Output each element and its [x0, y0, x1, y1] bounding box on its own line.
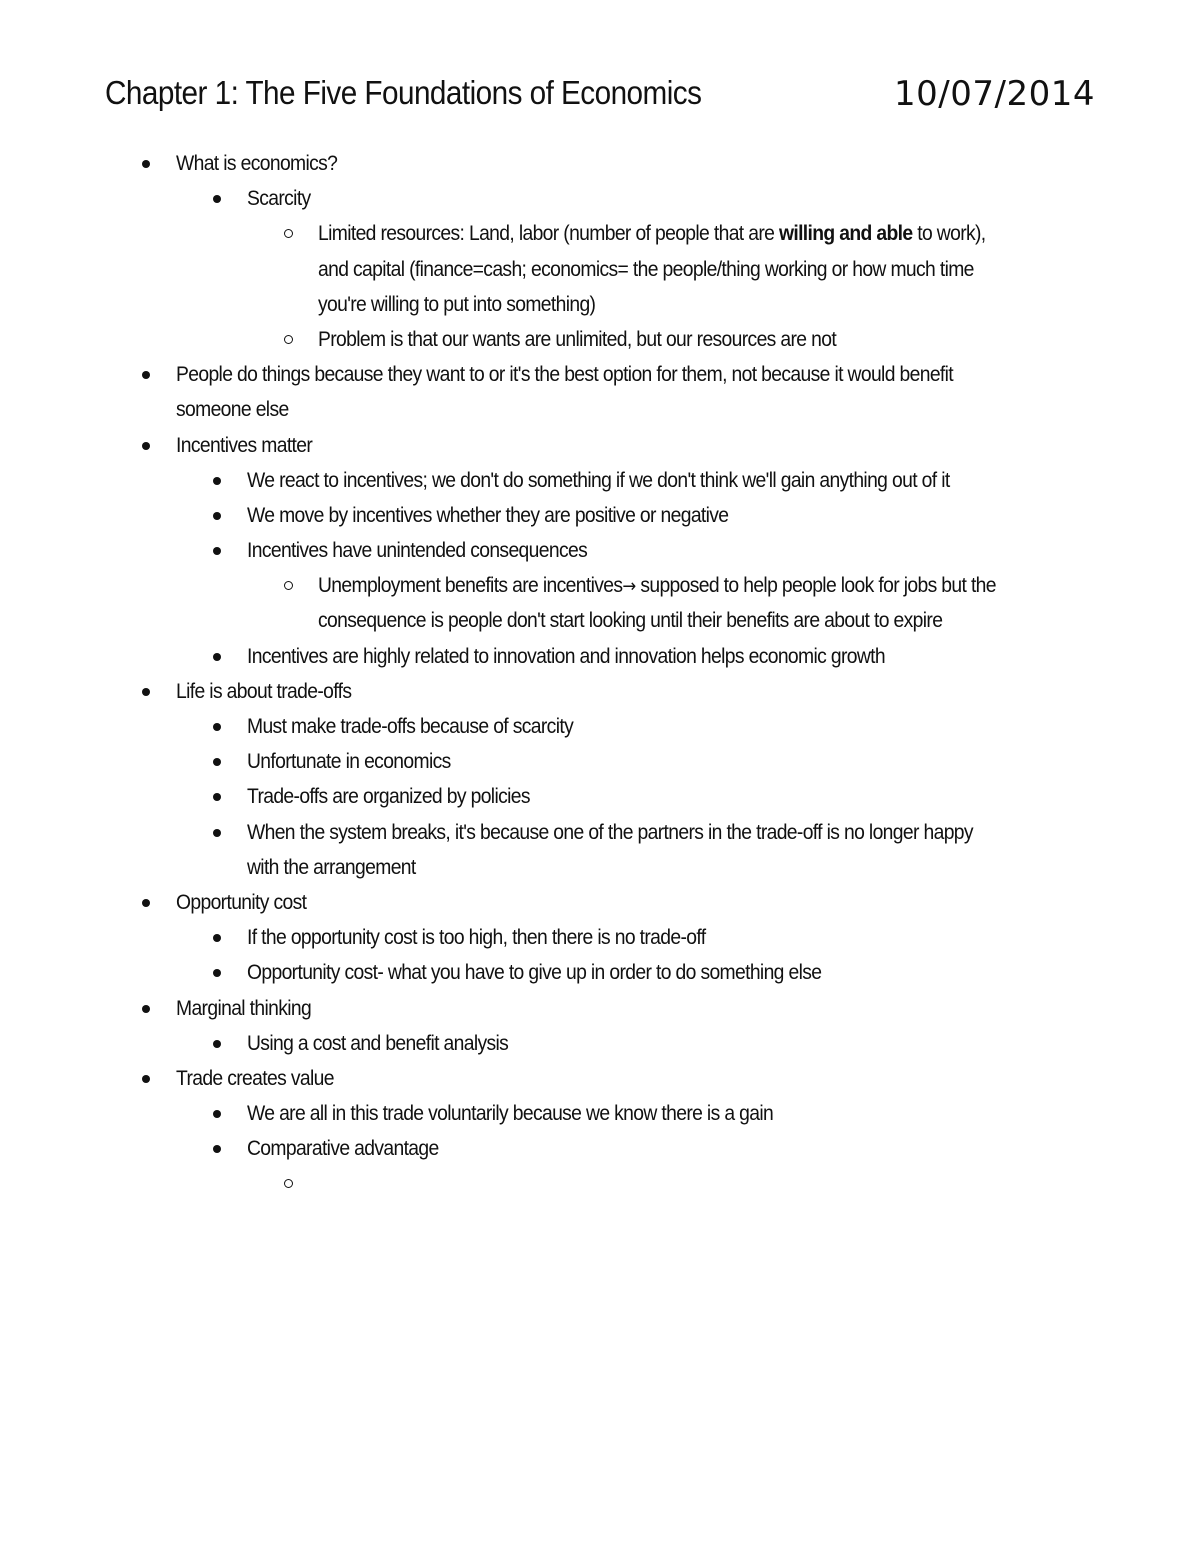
list-item-continuation: with the arrangement: [247, 855, 416, 879]
list-item-continuation: consequence is people don't start looking until their benefits are about to expire: [318, 609, 943, 633]
document-header: [105, 74, 1095, 118]
bullet-icon: [213, 758, 221, 766]
list-item: Incentives are highly related to innovation and innovation helps economic growth: [0, 639, 1200, 674]
emphasis-text: willing and able: [778, 222, 913, 246]
list-item: Unemployment benefits are incentives→ supposed to help people look for jobs but the: [0, 568, 1200, 603]
bullet-icon: [142, 371, 150, 379]
bullet-icon: [142, 442, 150, 450]
hollow-bullet-icon: [284, 1179, 293, 1188]
list-item: Incentives have unintended consequences: [0, 533, 1200, 568]
list-item: If the opportunity cost is too high, then there is no trade-off: [0, 920, 1200, 955]
bullet-icon: [213, 934, 221, 942]
bullet-icon: [213, 793, 221, 801]
notes-list: [0, 146, 1200, 1202]
list-item: Incentives matter: [0, 428, 1200, 463]
bullet-icon: [213, 653, 221, 661]
list-item: Scarcity: [0, 181, 1200, 216]
list-item-continuation: and capital (finance=cash; economics= the people/thing working or how much time: [318, 257, 974, 281]
hollow-bullet-icon: [284, 335, 293, 344]
bullet-icon: [213, 829, 221, 837]
list-item: Using a cost and benefit analysis: [0, 1026, 1200, 1061]
bullet-icon: [142, 160, 150, 168]
hollow-bullet-icon: [284, 229, 293, 238]
list-item: What is economics?: [0, 146, 1200, 181]
bullet-icon: [213, 195, 221, 203]
bullet-icon: [142, 1005, 150, 1013]
list-item: Marginal thinking: [0, 991, 1200, 1026]
list-item: Trade-offs are organized by policies: [0, 779, 1200, 814]
list-item: Opportunity cost- what you have to give up in order to do something else: [0, 955, 1200, 990]
document-title: Chapter 1: The Five Foundations of Economics: [105, 74, 702, 111]
bullet-icon: [213, 477, 221, 485]
list-item-continuation: someone else: [176, 398, 289, 422]
list-item: When the system breaks, it's because one of the partners in the trade-off is no longer happy: [0, 815, 1200, 850]
bullet-icon: [213, 1110, 221, 1118]
list-item: Opportunity cost: [0, 885, 1200, 920]
bullet-icon: [213, 969, 221, 977]
list-item: We move by incentives whether they are positive or negative: [0, 498, 1200, 533]
right-arrow-icon: →: [622, 576, 636, 598]
list-item: Unfortunate in economics: [0, 744, 1200, 779]
bullet-icon: [213, 723, 221, 731]
bullet-icon: [142, 1075, 150, 1083]
bullet-icon: [142, 688, 150, 696]
bullet-icon: [213, 1145, 221, 1153]
list-item: People do things because they want to or it's the best option for them, not because it would benefit: [0, 357, 1200, 392]
list-item: Must make trade-offs because of scarcity: [0, 709, 1200, 744]
bullet-icon: [142, 899, 150, 907]
bullet-icon: [213, 512, 221, 520]
list-item: Comparative advantage: [0, 1131, 1200, 1166]
list-item: Problem is that our wants are unlimited, but our resources are not: [0, 322, 1200, 357]
list-item-continuation: you're willing to put into something): [318, 292, 596, 316]
list-item: Trade creates value: [0, 1061, 1200, 1096]
list-item: Life is about trade-offs: [0, 674, 1200, 709]
list-item: We are all in this trade voluntarily because we know there is a gain: [0, 1096, 1200, 1131]
bullet-icon: [213, 547, 221, 555]
list-item: We react to incentives; we don't do something if we don't think we'll gain anything out of it: [0, 463, 1200, 498]
list-item-empty: [0, 1166, 1200, 1201]
bullet-icon: [213, 1040, 221, 1048]
list-item: Limited resources: Land, labor (number of people that are willing and able to work),: [0, 216, 1200, 251]
hollow-bullet-icon: [284, 581, 293, 590]
document-date: 10/07/2014: [894, 74, 1095, 114]
